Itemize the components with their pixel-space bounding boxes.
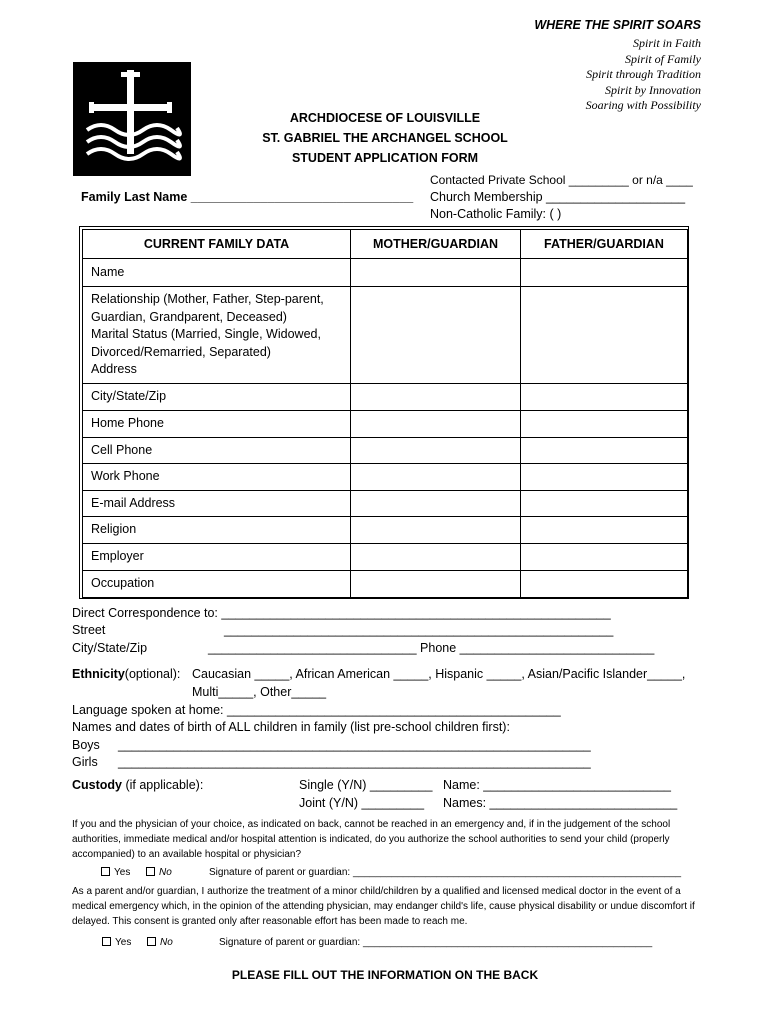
checkbox-icon[interactable] <box>146 867 155 876</box>
checkbox-icon[interactable] <box>147 937 156 946</box>
row-label-line: Divorced/Remarried, Separated) <box>91 344 271 359</box>
motto-lines <box>586 36 701 114</box>
row-label-line: Relationship (Mother, Father, Step-parent, <box>91 292 324 307</box>
table-row <box>83 287 688 384</box>
header-form-title: STUDENT APPLICATION FORM <box>291 151 479 165</box>
father-cell[interactable] <box>521 571 688 598</box>
father-cell[interactable] <box>521 544 688 571</box>
row-label: Occupation <box>83 571 351 598</box>
table-row <box>83 491 688 517</box>
girls-field[interactable]: ____________________________________________________________________ <box>118 755 591 769</box>
father-cell[interactable] <box>521 438 688 464</box>
header-archdiocese: ARCHDIOCESE OF LOUISVILLE <box>289 111 481 125</box>
emergency-consent-text: If you and the physician of your choice, as indicated on back, cannot be reached in an emergency and, if in the judgement of the school authorities, immediate medical and/or hospital attention is indicated, do you authorize the school authorities to send your child (properly accompanied) to an available hospital or physician? <box>72 819 671 860</box>
table-row <box>83 438 688 464</box>
consent2-yes-label: Yes <box>115 937 132 948</box>
father-cell[interactable] <box>521 491 688 517</box>
street-field[interactable]: ________________________________________________________ <box>224 623 614 637</box>
city-phone-field[interactable]: ______________________________ Phone ____________________________ <box>208 641 655 655</box>
table-row <box>83 571 688 598</box>
father-cell[interactable] <box>521 464 688 491</box>
motto-line: Spirit of Family <box>625 51 701 66</box>
ethnicity-label-bold: Ethnicity <box>72 667 125 681</box>
mother-cell[interactable] <box>351 571 521 598</box>
mother-cell[interactable] <box>351 491 521 517</box>
consent1-signature-field[interactable]: Signature of parent or guardian: ___________________________________________________________ <box>209 867 682 878</box>
custody-note: (if applicable): <box>122 778 204 792</box>
mother-cell[interactable] <box>351 411 521 438</box>
row-label-line: Address <box>91 362 137 377</box>
boys-field[interactable]: ____________________________________________________________________ <box>118 738 591 752</box>
row-label-line: Guardian, Grandparent, Deceased) <box>91 309 287 324</box>
custody-single-field[interactable]: Single (Y/N) _________ <box>299 778 433 792</box>
custody-label <box>72 778 203 792</box>
consent1-no-label: No <box>159 867 172 878</box>
footer-instruction: PLEASE FILL OUT THE INFORMATION ON THE BACK <box>231 968 539 982</box>
consent2-yes-option[interactable] <box>102 937 131 948</box>
ethnicity-options-line2[interactable]: Multi_____, Other_____ <box>192 685 327 699</box>
consent2-no-option[interactable] <box>147 937 173 948</box>
medical-treatment-consent-text: As a parent and/or guardian, I authorize the treatment of a minor child/children by a qualified and licensed medical doctor in the event of a medical emergency which, in the opinion of the attending physician, may endanger child's life, cause physical disability or undue discomfort if delayed. This consent is granted only after reasonable effort has been made to reach me. <box>72 886 695 927</box>
motto-line: Spirit in Faith <box>632 36 701 50</box>
father-cell[interactable] <box>521 259 688 287</box>
contacted-private-school-field[interactable]: Contacted Private School _________ or n/a ____ <box>430 173 693 187</box>
custody-name-field[interactable]: Name: ___________________________ <box>443 778 671 792</box>
header-mother-guardian: MOTHER/GUARDIAN <box>351 230 521 259</box>
row-label: Employer <box>83 544 351 571</box>
custody-names-field[interactable]: Names: ___________________________ <box>443 796 678 810</box>
language-field[interactable]: Language spoken at home: ________________________________________________ <box>72 703 561 717</box>
checkbox-icon[interactable] <box>102 937 111 946</box>
church-membership-field[interactable]: Church Membership ____________________ <box>430 190 686 204</box>
consent1-yes-option[interactable] <box>101 867 130 878</box>
row-label-line: Marital Status (Married, Single, Widowed, <box>91 327 321 342</box>
ethnicity-optional: (optional): <box>124 667 181 681</box>
motto-line: Spirit through Tradition <box>586 67 701 81</box>
table-row <box>83 517 688 544</box>
row-label: Religion <box>83 517 351 544</box>
girls-label: Girls <box>72 755 98 769</box>
consent1-yes-label: Yes <box>114 867 131 878</box>
ethnicity-options-line1[interactable]: Caucasian _____, African American _____, Hispanic _____, Asian/Pacific Islander_____, <box>192 667 686 681</box>
non-catholic-family-field[interactable]: Non-Catholic Family: ( ) <box>430 207 562 221</box>
family-last-name-field[interactable]: Family Last Name ________________________________ <box>81 190 414 204</box>
motto-line: Soaring with Possibility <box>585 98 701 112</box>
father-cell[interactable] <box>521 517 688 544</box>
row-label: Name <box>83 259 351 287</box>
table-row <box>83 384 688 411</box>
mother-cell[interactable] <box>351 517 521 544</box>
street-label: Street <box>72 623 106 637</box>
custody-joint-field[interactable]: Joint (Y/N) _________ <box>299 796 425 810</box>
mother-cell[interactable] <box>351 287 521 384</box>
motto-title: WHERE THE SPIRIT SOARS <box>534 18 701 32</box>
ethnicity-label <box>72 667 180 681</box>
custody-label-bold: Custody <box>72 778 122 792</box>
row-label: Cell Phone <box>83 438 351 464</box>
checkbox-icon[interactable] <box>101 867 110 876</box>
table-row <box>83 464 688 491</box>
father-cell[interactable] <box>521 384 688 411</box>
direct-correspondence-field[interactable]: Direct Correspondence to: ________________________________________________________ <box>72 606 611 620</box>
header-school-name: ST. GABRIEL THE ARCHANGEL SCHOOL <box>262 131 508 145</box>
mother-cell[interactable] <box>351 544 521 571</box>
row-label: City/State/Zip <box>83 384 351 411</box>
consent2-no-label: No <box>160 937 173 948</box>
row-label <box>83 287 351 384</box>
family-data-table <box>82 229 688 598</box>
table-row <box>83 411 688 438</box>
father-cell[interactable] <box>521 287 688 384</box>
mother-cell[interactable] <box>351 464 521 491</box>
header-father-guardian: FATHER/GUARDIAN <box>521 230 688 259</box>
consent2-signature-field[interactable]: Signature of parent or guardian: ____________________________________________________ <box>219 937 653 948</box>
father-cell[interactable] <box>521 411 688 438</box>
row-label: Home Phone <box>83 411 351 438</box>
header-current-family-data: CURRENT FAMILY DATA <box>83 230 351 259</box>
motto-line: Spirit by Innovation <box>605 82 701 97</box>
boys-label: Boys <box>72 738 100 752</box>
table-row <box>83 259 688 287</box>
mother-cell[interactable] <box>351 259 521 287</box>
table-row <box>83 544 688 571</box>
city-state-zip-label: City/State/Zip <box>72 641 148 655</box>
mother-cell[interactable] <box>351 384 521 411</box>
children-intro: Names and dates of birth of ALL children in family (list pre-school children first): <box>72 720 510 734</box>
row-label: Work Phone <box>83 464 351 491</box>
row-label: E-mail Address <box>83 491 351 517</box>
mother-cell[interactable] <box>351 438 521 464</box>
consent1-no-option[interactable] <box>146 867 172 878</box>
